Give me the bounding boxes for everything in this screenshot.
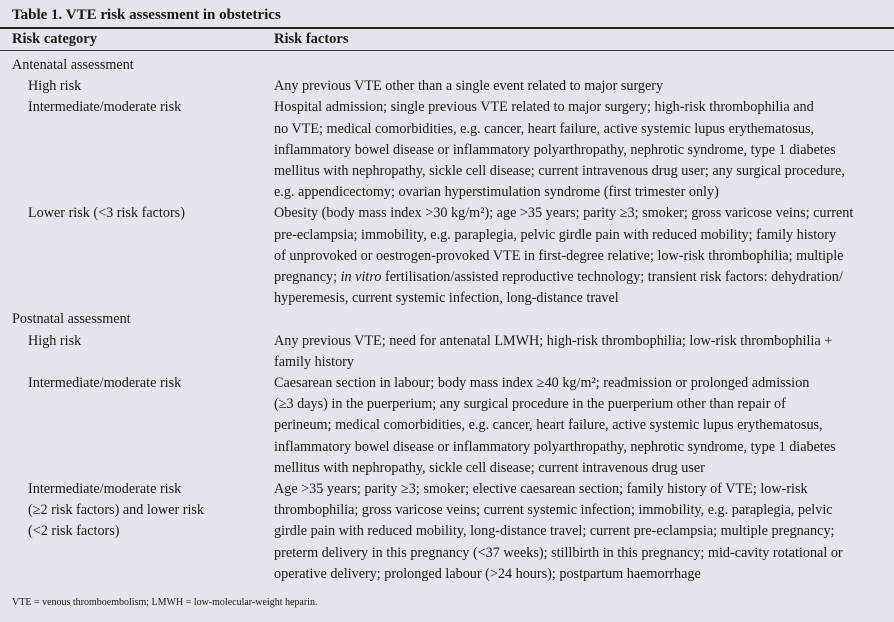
section-label: Postnatal assessment <box>12 311 131 328</box>
risk-factors: Age >35 years; parity ≥3; smoker; elective caesarean section; family history of VTE; low-risk <box>274 481 808 497</box>
risk-category: High risk <box>28 78 82 95</box>
risk-category: Lower risk (<3 risk factors) <box>28 205 185 222</box>
risk-category: Intermediate/moderate risk <box>28 99 182 116</box>
text-segment: pregnancy; <box>274 269 341 285</box>
risk-factors: mellitus with nephropathy, sickle cell disease; current intravenous drug user <box>274 459 705 476</box>
risk-factors: girdle pain with reduced mobility, long-distance travel; current pre-eclampsia; multiple pregnancy; <box>274 523 835 540</box>
risk-factors: pre-eclampsia; immobility, e.g. paraplegia, pelvic girdle pain with reduced mobility; family history <box>274 226 837 243</box>
risk-factors: mellitus with nephropathy, sickle cell disease; current intravenous drug user; any surgical procedure, <box>274 163 845 179</box>
header-risk-category: Risk category <box>12 31 97 47</box>
risk-factors: Obesity (body mass index >30 kg/m²); age >35 years; parity ≥3; smoker; gross varicose veins; current <box>274 205 854 222</box>
risk-factors: no VTE; medical comorbidities, e.g. cancer, heart failure, active systemic lupus erythematosus, <box>274 120 815 137</box>
risk-factors: Hospital admission; single previous VTE related to major surgery; high-risk thrombophilia and <box>274 99 814 116</box>
header-risk-factors: Risk factors <box>274 31 349 47</box>
risk-factors <box>274 267 843 288</box>
table-title: Table 1. VTE risk assessment in obstetrics <box>12 7 281 23</box>
italic-term: in vitro <box>340 269 382 285</box>
risk-factors: inflammatory bowel disease or inflammatory polyarthropathy, nephrotic syndrome, type 1 diabetes <box>274 438 836 455</box>
risk-factors: family history <box>274 353 354 370</box>
risk-factors: hyperemesis, current systemic infection, long-distance travel <box>274 290 619 307</box>
risk-category: Intermediate/moderate risk <box>28 375 182 391</box>
risk-factors: e.g. appendicectomy; ovarian hyperstimulation syndrome (first trimester only) <box>274 184 719 201</box>
risk-factors: of unprovoked or oestrogen-provoked VTE in first-degree relative; low-risk thrombophilia; multiple <box>274 247 844 264</box>
risk-category: (≥2 risk factors) and lower risk <box>28 502 205 519</box>
risk-factors: Any previous VTE other than a single event related to major surgery <box>274 78 664 95</box>
text-segment: fertilisation/assisted reproductive technology; transient risk factors: dehydration/ <box>381 269 843 285</box>
footnote: VTE = venous thromboembolism; LMWH = low-molecular-weight heparin. <box>12 597 318 608</box>
risk-factors: (≥3 days) in the puerperium; any surgical procedure in the puerperium other than repair of <box>274 396 786 413</box>
risk-category: (<2 risk factors) <box>28 523 120 540</box>
section-label: Antenatal assessment <box>12 57 134 73</box>
title-rule <box>0 27 894 29</box>
risk-factors: perineum; medical comorbidities, e.g. cancer, heart failure, active systemic lupus erythematosus, <box>274 417 823 434</box>
risk-factors: inflammatory bowel disease or inflammatory polyarthropathy, nephrotic syndrome, type 1 diabetes <box>274 141 836 158</box>
header-rule <box>0 50 894 51</box>
risk-category: High risk <box>28 332 82 349</box>
risk-factors: Caesarean section in labour; body mass index ≥40 kg/m²; readmission or prolonged admission <box>274 375 810 391</box>
risk-category: Intermediate/moderate risk <box>28 481 182 497</box>
risk-factors: operative delivery; prolonged labour (>24 hours); postpartum haemorrhage <box>274 565 701 582</box>
risk-factors: thrombophilia; gross varicose veins; current systemic infection; immobility, e.g. paraplegia, pelvic <box>274 502 833 519</box>
risk-factors: Any previous VTE; need for antenatal LMWH; high-risk thrombophilia; low-risk thrombophilia + <box>274 332 833 349</box>
risk-factors: preterm delivery in this pregnancy (<37 weeks); stillbirth in this pregnancy; mid-cavity rotational or <box>274 544 843 561</box>
